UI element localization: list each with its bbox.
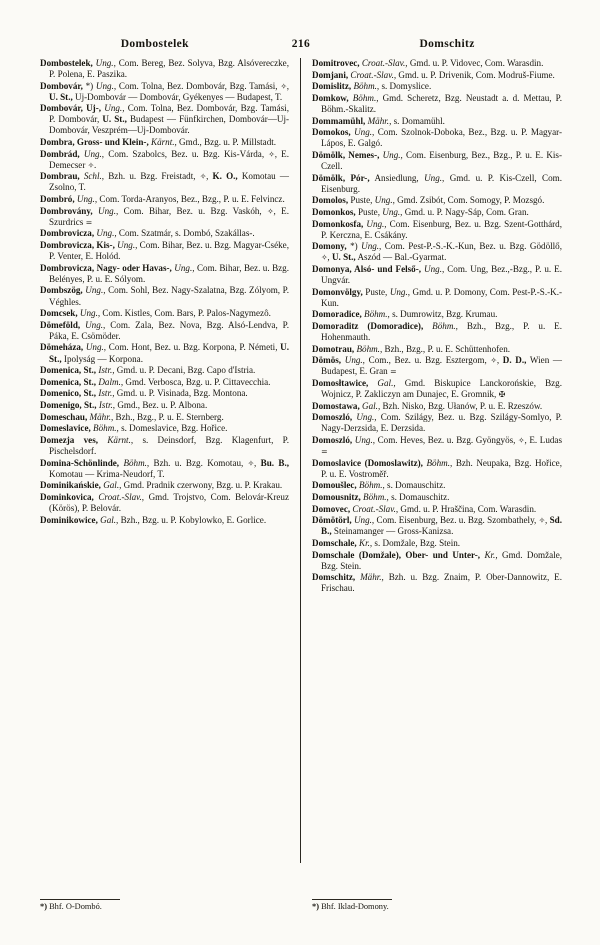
page-content: [40, 38, 562, 915]
dictionary-entry: Dommamühl, Mähr., s. Domamühl.: [312, 115, 445, 126]
dictionary-entry: Dombrovicza, Kis-, Ung., Com. Bihar, Bez. u. Bzg. Magyar-Cséke, P. Venter, E. Holód.: [40, 240, 289, 262]
dictionary-entry: Dombovár, Uj-, Ung., Com. Tolna, Bez. Dombovár, Bzg. Tamási, P. Dombovár, U. St., Budapest — Fünfkirchen, Dombovár—Uj-Dombovár, Veszprém—Uj-Dombovár.: [40, 103, 289, 136]
dictionary-entry: Dombró, Ung., Com. Torda-Aranyos, Bez., Bzg., P. u. E. Felvincz.: [40, 194, 285, 205]
dictionary-entry: Dominkovica, Croat.-Slav., Gmd. Trojstvo, Com. Belovár-Kreuz (Körös), P. Belovár.: [40, 492, 290, 514]
dictionary-entry: Dombrovicza, Ung., Com. Szatmár, s. Dombó, Szakállas-.: [40, 228, 255, 239]
dictionary-entry: Dominikowice, Gal., Bzh., Bzg. u. P. Kobylowko, E. Gorlice.: [40, 514, 267, 525]
dictionary-entry: Domonya, Alsó- und Felső-, Ung., Com. Ung, Bez.,-Bzg., P. u. E. Ungvár.: [312, 263, 562, 286]
dictionary-entry: Dömeföld, Ung., Com. Zala, Bez. Nova, Bzg. Alsó-Lendva, P. Páka, E. Csömöder.: [40, 319, 289, 341]
dictionary-entry: Domenico, St., Istr., Gmd. u. P. Visinada, Bzg. Montona.: [40, 388, 248, 399]
dictionary-entry: Dombra, Gross- und Klein-, Kärnt., Gmd., Bzg. u. P. Millstadt.: [40, 137, 277, 148]
dictionary-entry: Domovec, Croat.-Slav., Gmd. u. P. Hraščina, Com. Warasdin.: [312, 503, 537, 514]
dictionary-entry: Dömölk, Nemes-, Ung., Com. Eisenburg, Bez., Bzg., P. u. E. Kis-Czell.: [312, 149, 562, 171]
dictionary-entry: Domony, *) Ung., Com. Pest-P.-S.-K.-Kun, Bez. u. Bzg. Gödöllő, ✧, U. St., Aszód — Bal.-Gyarmat.: [312, 241, 562, 263]
dictionary-entry: Domokos, Ung., Com. Szolnok-Doboka, Bez., Bzg. u. P. Magyar-Lápos, E. Galgó.: [312, 127, 562, 149]
dictionary-entry: Domeschau, Mähr., Bzh., Bzg., P. u. E. Sternberg.: [40, 411, 224, 422]
dictionary-entry: Domonkosfa, Ung., Com. Eisenburg, Bez. u. Bzg. Szent-Gotthárd, P. Kerczna, E. Csákány.: [312, 218, 562, 240]
dictionary-entry: Domonvölgy, Puste, Ung., Gmd. u. P. Domony, Com. Pest-P.-S.-K.-Kun.: [312, 286, 562, 308]
dictionary-entry: Dombrád, Ung., Com. Szabolcs, Bez. u. Bzg. Kis-Várda, ✧, E. Demecser ✧.: [40, 148, 289, 170]
dictionary-entry: Domezja ves, Kärnt., s. Deinsdorf, Bzg. Klagenfurt, P. Pischelsdorf.: [40, 435, 290, 457]
dictionary-entry: Domosłtawice, Gal., Gmd. Biskupice Lanckorońskie, Bzg. Wojnicz, P. Zakliczyn am Dunajec, E. Gromnik, ✠: [312, 378, 562, 400]
dictionary-entry: Domitrovec, Croat.-Slav., Gmd. u. P. Vidovec, Com. Warasdin.: [312, 58, 544, 68]
dictionary-entry: Domoušlec, Böhm., s. Domauschitz.: [312, 480, 446, 491]
dictionary-entry: Domotrau, Böhm., Bzh., Bzg., P. u. E. Schüttenhofen.: [312, 343, 511, 354]
dictionary-entry: Dömös, Ung., Com., Bez. u. Bzg. Esztergom, ✧, D. D., Wien — Budapest, E. Gran =: [312, 355, 563, 377]
dictionary-entry: Domoradice, Böhm., s. Dumrowitz, Bzg. Krumau.: [312, 309, 498, 320]
dictionary-entry: Domenigo, St., Istr., Gmd., Bez. u. P. Albona.: [40, 400, 208, 411]
footnote-left-text: *) Bhf. O-Dombó.: [40, 902, 102, 911]
dictionary-entry: Dömeháza, Ung., Com. Hont, Bez. u. Bzg. Korpona, P. Németi, U. St., Ipolyság — Korpona.: [40, 342, 289, 364]
footnotes: [40, 881, 562, 915]
dictionary-entry: Dombostelek, Ung., Com. Bereg, Bez. Solyva, Bzg. Alsóvereczke, P. Polena, E. Paszika.: [40, 58, 289, 80]
dictionary-entry: Domenica, St., Istr., Gmd. u. P. Decani, Bzg. Capo d'Istria.: [40, 365, 256, 376]
running-head: [40, 38, 562, 54]
dictionary-entry: Domoraditz (Domoradice), Böhm., Bzh., Bzg., P. u. E. Hohenmauth.: [312, 320, 562, 343]
right-column: [301, 58, 562, 863]
dictionary-entry: Domina-Schönlinde, Böhm., Bzh. u. Bzg. Komotau, ✧, Bu. B., Komotau — Krima-Neudorf, T.: [40, 457, 289, 479]
dictionary-entry: Domeslavice, Böhm., s. Domeslavice, Bzg. Hořice.: [40, 423, 228, 434]
dictionary-entry: Domenica, St., Dalm., Gmd. Verbosca, Bzg. u. P. Cittavecchia.: [40, 376, 271, 387]
running-head-right: Domschitz: [419, 38, 475, 50]
dictionary-entry: Dominikańskie, Gal., Gmd. Pradnik czerwony, Bzg. u. P. Krakau.: [40, 480, 283, 491]
dictionary-entry: Domschitz, Mähr., Bzh. u. Bzg. Znaim, P. Ober-Dannowitz, E. Frischau.: [312, 572, 562, 594]
dictionary-entry: Domislitz, Böhm., s. Domyslice.: [312, 81, 432, 92]
left-column: [40, 58, 301, 863]
footnote-right-text: *) Bhf. Iklad-Domony.: [312, 902, 389, 911]
dictionary-entry: Domcsek, Ung., Com. Kistles, Com. Bars, P. Palos-Nagymezô.: [40, 308, 271, 319]
dictionary-entry: Domoszló, Ung., Com. Heves, Bez. u. Bzg. Gyöngyös, ✧, E. Ludas =: [312, 435, 562, 457]
dictionary-entry: Domoszló, Ung., Com. Szilágy, Bez. u. Bzg. Szilágy-Somlyo, P. Nagy-Derzsida, E. Derzsida.: [312, 412, 562, 434]
dictionary-entry: Dömötörl, Ung., Com. Eisenburg, Bez. u. Bzg. Szombathely, ✧, Sd. B., Steinamanger — Gross-Kanizsa.: [312, 515, 563, 537]
dictionary-entry: Domousnitz, Böhm., s. Domauschitz.: [312, 492, 450, 503]
dictionary-entry: Domolos, Puste, Ung., Gmd. Zsibót, Com. Somogy, P. Mozsgó.: [312, 195, 545, 206]
dictionary-entry: Dombrovány, Ung., Com. Bihar, Bez. u. Bzg. Vaskóh, ✧, E. Szurdrics =: [40, 205, 289, 227]
footnote-rule-right: [312, 899, 392, 900]
page-number: 216: [291, 38, 311, 50]
dictionary-entry: Domkow, Böhm., Gmd. Scheretz, Bzg. Neustadt a. d. Mettau, P. Böhm.-Skalitz.: [312, 92, 562, 114]
running-head-left: Dombostelek: [120, 38, 189, 50]
dictionary-entry: Domschale (Domžale), Ober- und Unter-, Kr., Gmd. Domžale, Bzg. Stein.: [312, 549, 562, 571]
dictionary-entry: Domschale, Kr., s. Domžale, Bzg. Stein.: [312, 538, 461, 548]
footnote-left: [40, 899, 120, 911]
dictionary-entry: Dombrovicza, Nagy- oder Havas-, Ung., Com. Bihar, Bez. u. Bzg. Belényes, P. u. E. Sólyom.: [40, 262, 290, 284]
dictionary-entry: Domostawa, Gal., Bzh. Nisko, Bzg. Ułanów, P. u. E. Rzeszów.: [312, 400, 543, 411]
two-column-body: [40, 58, 562, 863]
dictionary-entry: Dombovár, *) Ung., Com. Tolna, Bez. Dombovár, Bzg. Tamási, ✧, U. St., Uj-Dombovár — Dombovár, Gyékenyes — Budapest, T.: [40, 80, 289, 102]
dictionary-entry: Dombrau, Schl., Bzh. u. Bzg. Freistadt, ✧, K. O., Komotau — Zsolno, T.: [40, 171, 289, 193]
dictionary-entry: Domjani, Croat.-Slav., Gmd. u. P. Drivenik, Com. Modruš-Fiume.: [312, 69, 555, 80]
dictionary-entry: Domoslavice (Domoslawitz), Böhm., Bzh. Neupaka, Bzg. Hořice, P. u. E. Vostroměř.: [312, 457, 562, 479]
footnote-right: [301, 899, 392, 911]
footnote-rule-left: [40, 899, 120, 900]
dictionary-entry: Dombszög, Ung., Com. Sohl, Bez. Nagy-Szalatna, Bzg. Zólyom, P. Véghles.: [40, 285, 289, 307]
dictionary-entry: Domonkos, Puste, Ung., Gmd. u. P. Nagy-Sáp, Com. Gran.: [312, 206, 529, 217]
dictionary-entry: Dömölk, Pór-, Ansiedlung, Ung., Gmd. u. P. Kis-Czell, Com. Eisenburg.: [312, 172, 562, 194]
